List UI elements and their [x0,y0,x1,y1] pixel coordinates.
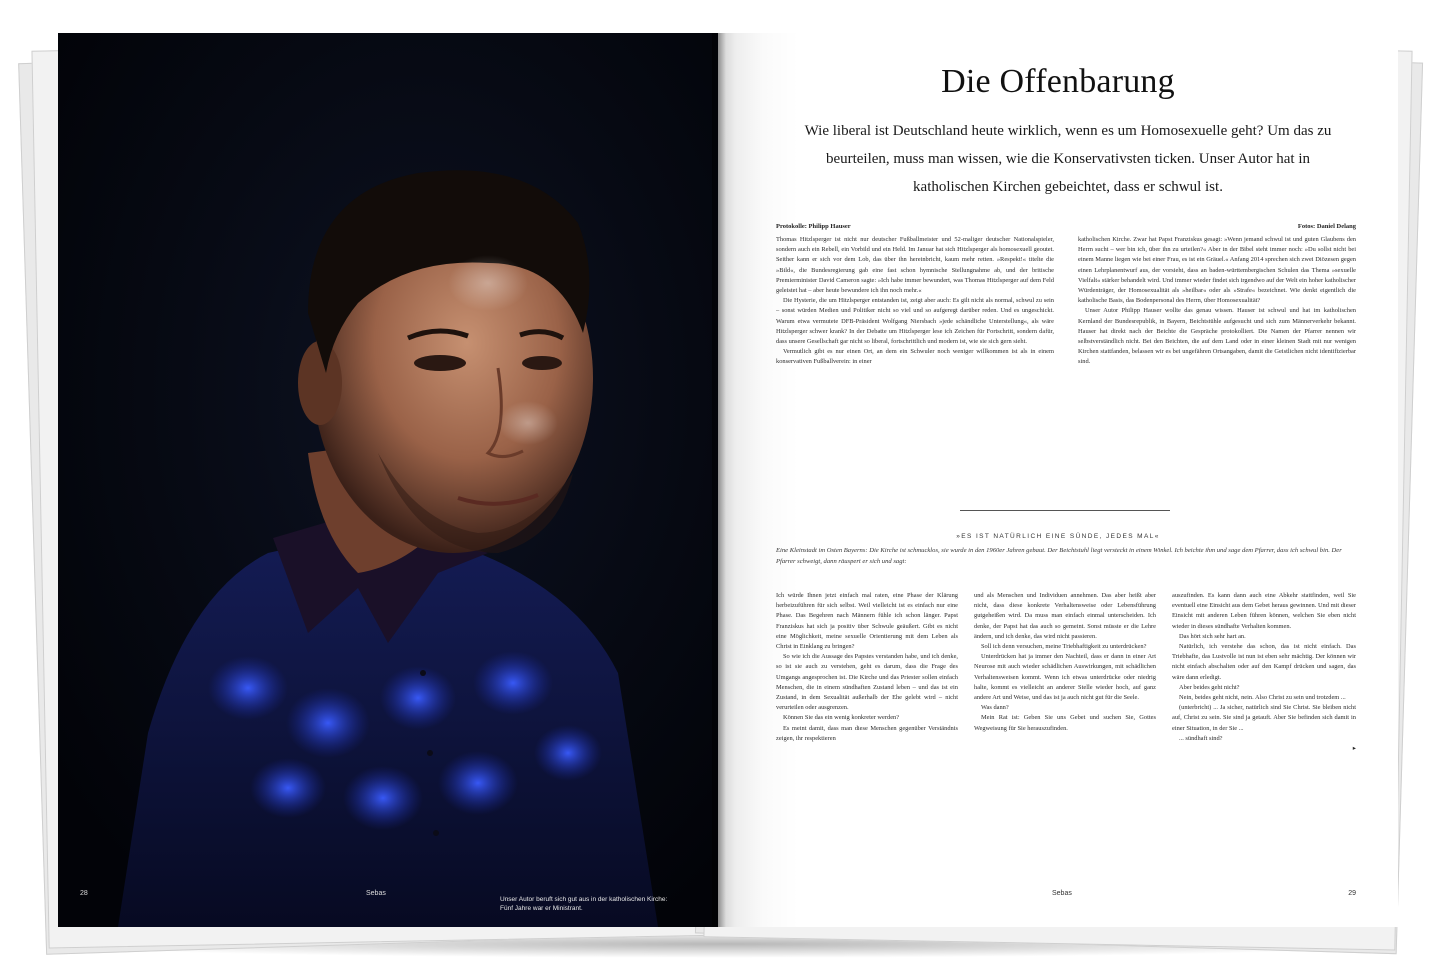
paragraph: Vermutlich gibt es nur einen Ort, an dem ein Schwuler noch weniger willkommen ist als in einem konservativen Fußballverein: in einer [776,348,1054,366]
page-number-left: 28 [80,890,88,897]
paragraph: So wie ich die Aussage des Papstes verstanden habe, und ich denke, so ist sie auch zu verstehen, geht es darum, dass die Frage des Umgangs angesprochen ist. Die Kirche und das Priester sollen einfach Menschen, die in einem sündhaften Zustand leben – und das ist ein Zustand, in dem Sexualität außerhalb der Ehe gelebt wird – nicht verurteilen oder ausgrenzen. [776,653,958,712]
paragraph: Thomas Hitzlsperger ist nicht nur deutscher Fußballmeister und 52-maliger deutscher Nationalspieler, sondern auch ein Rebell, ein Vorbild und ein Held. Im Januar hat sich Hitzlsperger als homosexuell geoutet. Seither kann er sich vor dem Lob, das über ihn hereinbricht, kaum mehr retten. »Respekt!« titelte die »Bild«, die Bundesregierung gab eine fast schon hymnische Stellungnahme ab, und der britische Premierminister David Cameron sagte: »Ich habe immer bewundert, was Thomas Hitzlsperger auf dem Feld geleistet hat – aber heute bewundere ich ihn noch mehr.« [776,236,1054,295]
section-divider [960,510,1170,511]
paragraph: Die Hysterie, die um Hitzlsperger entstanden ist, zeigt aber auch: Es gilt nicht als normal, schwul zu sein – sonst würden Medien und Politiker nicht so viel und so aufgeregt darüber reden. Und es ungeschickt. Warum etwa vermutete DFB-Präsident Wolfgang Niersbach »jede schändliche Unterstellung«, als wäre Hitzlsperger schwer krank? In der Debatte um Hitzlsperger lese ich Zeichen für Fortschritt, sondern dafür, dass unsere Gesellschaft gar nicht so liberal, fortschrittlich und modern ist, wie sie sich gern sieht. [776,297,1054,346]
right-page-article [718,33,1398,927]
credit-author: Protokolle: Philipp Hauser [776,223,851,230]
paragraph: Natürlich, ich verstehe das schon, das ist nicht einfach. Das Triebhafte, das Lustvolle ist nun ist eben sehr mächtig. Der können wir nicht einfach abschalten oder auf den Kampf drücken und sagen, das wäre dann erledigt. [1172,643,1356,681]
paragraph: Aber beides geht nicht? [1179,683,1240,691]
credit-photo: Fotos: Daniel Delang [1297,223,1356,230]
intro-column-2 [1078,235,1356,493]
section-heading: »ES IST NATÜRLICH EINE SÜNDE, JEDES MAL« [956,533,1160,540]
page-number-right: 29 [1348,890,1356,897]
paragraph: (unterbricht) ... Ja sicher, natürlich sind Sie Christ. Sie bleiben nicht auf, Christ zu sein. Sie sind ja getauft. Aber Sie befinden sich damit in einer Situation, in der Sie ... [1172,704,1356,732]
paragraph: Ich würde Ihnen jetzt einfach mal raten, eine Phase der Klärung herbeizuführen für sich selbst. Weil vielleicht ist es einfach nur eine Phase. Das Begehren nach Männern fühle ich schon länger. Papst Franziskus hat sich ja positiv über Schwule geäußert. Gibt es nicht eine Möglichkeit, meine sexuelle Orientierung mit dem Leben als Christ in Einklang zu bringen? [776,592,958,651]
interview-column-1 [776,591,958,891]
paragraph: Soll ich denn versuchen, meine Triebhaftigkeit zu unterdrücken? [981,643,1147,651]
paragraph: Nein, beides geht nicht, nein. Also Christ zu sein und trotzdem ... [1179,694,1346,702]
paragraph: und als Menschen und Individuen annehmen. Das aber heißt aber nicht, dass diese konkrete Verhaltensweise oder Lebensführung gutgeheißen wird. Da muss man einfach einmal unterscheiden. Ich denke, der Papst hat das auch so gemeint. Sonst müsste er die Lehre ändern, und ich denke, das wird nicht passieren. [974,592,1156,640]
photo-caption: Unser Autor beruft sich gut aus in der katholischen Kirche: Fünf Jahre war er Ministrant. [500,896,668,912]
magazine-name-right: Sebas [1052,890,1072,897]
intro-column-1 [776,235,1054,493]
interview-column-3 [1172,591,1356,891]
paragraph: Unser Autor Philipp Hauser wollte das genau wissen. Hauser ist schwul und hat im katholischen Kernland der Bundesrepublik, in Bayern, Beichtstühle aufgesucht und sich zum Männerverkehr bekannt. Hauser hat direkt nach der Beichte die Gespräche protokolliert. Die Namen der Pfarrer nennen wir selbstverständlich nicht. Bei den Beichten, die auf dem Land oder in einer kleinen Stadt mit nur wenigen Kirchen stattfanden, belassen wir es bei ungefähren Ortsangaben, damit die Geistlichen nicht identifizierbar sind. [1078,307,1356,366]
paragraph: Unterdrücken hat ja immer den Nachteil, dass er dann in einer Art Neurose mit auch wieder schädlichen Auswirkungen, mit schädlichen Verhaltensweisen kommt. Wenn ich etwas unterdrücke oder niedrig halte, kommt es vielleicht an anderer Stelle wieder hoch, auf ganz andere Art und Weise, und das ist ja auch nicht gut für die Seele. [974,653,1156,702]
article-headline: Die Offenbarung [941,63,1175,100]
section-intro: Eine Kleinstadt im Osten Bayerns: Die Kirche ist schmucklos, sie wurde in den 1960er Jahren gebaut. Der Beichtstuhl liegt versteckt in einem Winkel. Ich beichte ihm und sage dem Pfarrer, dass ich schwul bin. Der Pfarrer schweigt, dann räuspert er sich und sagt: [776,547,1342,565]
magazine-name-left: Sebas [366,890,386,897]
paragraph: Es meint damit, dass man diese Menschen gegenüber Verständnis zeigen, ihr respektieren [776,724,958,742]
paragraph: Mein Rat ist: Geben Sie uns Gebet und suchen Sie, Gottes Wegweisung für Sie herauszufinden. [974,714,1156,732]
paragraph: Das hört sich sehr hart an. [1179,632,1246,640]
article-deck: Wie liberal ist Deutschland heute wirklich, wenn es um Homosexuelle geht? Um das zu beurteilen, muss man wissen, wie die Konservativsten ticken. Unser Autor hat in katholischen Kirchen gebeichtet, dass er schwul ist. [804,123,1332,195]
spine-shadow [712,33,726,927]
portrait-photo [58,33,718,927]
interview-column-2 [974,591,1156,891]
paragraph: ... sündhaft sind? [1179,734,1223,742]
left-page-photo [58,33,718,927]
article-credits [776,223,1356,233]
paragraph: Können Sie das ein wenig konkreter werden? [783,714,900,722]
paragraph: katholischen Kirche. Zwar hat Papst Franziskus gesagt: »Wenn jemand schwul ist und guten Glaubens den Herrn sucht – wer bin ich, über ihn zu urteilen?« Aber in der Bibel steht immer noch: »Du sollst nicht bei einem Manne liegen wie bei einer Frau, es ist ein Gräuel.« Anfang 2014 sprechen sich zwei Diözesen gegen einen Lehrplanentwurf aus, der vorsieht, dass an baden-württembergischen Schulen das Thema »sexuelle Vielfalt« stärker behandelt wird. Und immer wieder findet sich irgendwo auf der Welt ein hoher katholischer Würdenträger, der Homosexualität als »heilbar« oder als »Strafe« bezeichnet. Wie denkt eigentlich die katholische Basis, das Bodenpersonal des Herrn, über Homosexualität? [1078,236,1356,305]
paragraph: Was dann? [981,704,1009,712]
paragraph: auszufinden. Es kann dann auch eine Abkehr stattfinden, weil Sie eventuell eine Einsicht aus dem Gebet heraus gewinnen. Und mit dieser Einsicht mit anderen Leben führen können, welchen Sie eben nicht wieder in dieses sündhafte Verhalten kommen. [1172,592,1356,630]
continue-arrow-icon: ▸ [1352,745,1356,753]
